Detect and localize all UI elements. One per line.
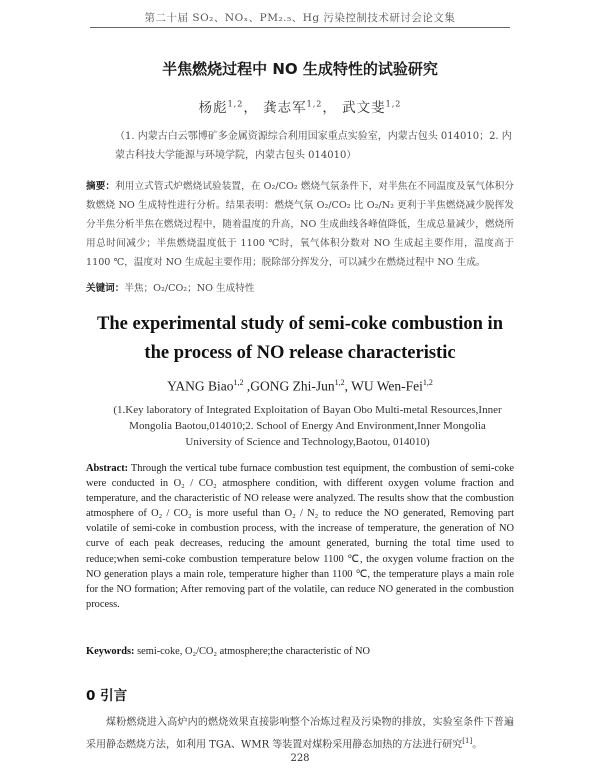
body-text-end: 。 — [472, 739, 483, 751]
citation-mark: [1] — [462, 737, 473, 745]
chinese-affiliation: （1. 内蒙古白云鄂博矿多金属资源综合利用国家重点实验室，内蒙古包头 014010；2. 内蒙古科技大学能源与环境学院，内蒙古包头 014010） — [115, 131, 512, 161]
author-affiliation-mark: 1,2 — [227, 99, 244, 109]
english-title-line-1: The experimental study of semi-coke combustion in — [97, 314, 503, 334]
page-number: 228 — [290, 753, 310, 764]
english-authors: YANG Biao$^{1,2}$ ,GONG Zhi-Jun$^{1,2}$, WU Wen-Fei$^{1,2}$ — [167, 378, 433, 394]
author-affiliation-mark: 1,2 — [385, 99, 402, 109]
author-name: WU Wen-Fei — [351, 378, 423, 394]
abstract-text: Through the vertical tube furnace combustion test equipment, the combustion of semi-coke were conducted in O₂ / CO₂ atmosphere condition, with different oxygen volume fraction and temperature, and the characteristic of NO release were analyzed. The results show that the combustion atmosphere of O₂ / CO₂ is more useful than O₂ / N₂ to reduce the NO generated, Removing part volatile of semi-coke in combustion process, with the increase of temperature, the generation of NO curve of each peak decreases, reducing the amount generated, burning the total time used to reduce;when semi-coke combustion temperature below 1100 ℃, the oxygen volume fraction on the NO generation plays a main role, temperature higher than 1100 ℃, the temperature plays a main role for the NO formation; After removing part of the volatile, can reduce NO generated in the combustion process. — [86, 463, 514, 610]
chinese-abstract — [86, 177, 514, 272]
author-name: 杨彪 — [198, 100, 228, 116]
abstract-text: 利用立式管式炉燃烧试验装置，在 O₂/CO₂ 燃烧气氛条件下，对半焦在不同温度及氧气体积分数燃烧 NO 生成特性进行分析。结果表明：燃烧气氛 O₂/CO₂ 比 O₂/N₂ 更利于半焦燃烧减少脱挥发分半焦分析半焦在燃烧过程中，随着温度的升高，NO 生成曲线各峰值降低，生成总量减少，燃烧所用总时间减少；半焦燃烧温度低于 1100 ℃时，氧气体积分数对 NO 生成起主要作用，温度高于 1100 ℃，温度对 NO 生成起主要作用；脱除部分挥发分，可以减少在燃烧过程中 NO 生成。 — [86, 181, 515, 268]
body-text: 煤粉燃烧进入高炉内的燃烧效果直接影响整个冶炼过程及污染物的排放，实验室条件下普遍采用静态燃烧方法，如利用 TGA、WMR 等装置对煤粉采用静态加热的方法进行研究 — [86, 717, 514, 751]
author-name: 龚志军 — [263, 100, 307, 116]
english-affiliation: (1.Key laboratory of Integrated Exploitation of Bayan Obo Multi-metal Resources,Inner Mongolia Baotou,014010;2. School of Energy And Environment,Inner Mongolia University of Science and Technology,Baotou, 014010) — [113, 404, 502, 448]
running-head: 第二十届 SO₂、NOₓ、PM₂.₅、Hg 污染控制技术研讨会论文集 — [144, 12, 456, 24]
keywords-text: semi-coke, O₂/CO₂ atmosphere;the characteristic of NO — [137, 646, 370, 657]
chinese-keywords — [86, 280, 514, 294]
english-keywords — [86, 646, 514, 657]
author-name: GONG Zhi-Jun — [250, 378, 335, 394]
author-name: 武文斐 — [342, 100, 386, 116]
abstract-label: 摘要： — [86, 181, 116, 192]
author-affiliation-mark: 1,2 — [233, 378, 244, 387]
body-paragraph — [86, 713, 514, 754]
author-affiliation-mark: 1,2 — [422, 378, 433, 387]
header-rule — [90, 27, 510, 28]
english-abstract — [86, 461, 514, 612]
author-name: YANG Biao — [167, 378, 234, 394]
english-title-line-2: the process of NO release characteristic — [144, 343, 456, 363]
section-heading: 0 引言 — [86, 688, 128, 704]
author-affiliation-mark: 1,2 — [306, 99, 323, 109]
chinese-title: 半焦燃烧过程中 NO 生成特性的试验研究 — [162, 60, 438, 78]
chinese-authors: 杨彪$^{1,2}$， 龚志军$^{1,2}$， 武文斐$^{1,2}$ — [198, 99, 402, 116]
keywords-label: Keywords: — [86, 646, 135, 657]
author-affiliation-mark: 1,2 — [334, 378, 345, 387]
abstract-label: Abstract: — [86, 463, 129, 474]
keywords-label: 关键词： — [86, 283, 125, 294]
keywords-text: 半焦；O₂/CO₂；NO 生成特性 — [124, 283, 255, 294]
